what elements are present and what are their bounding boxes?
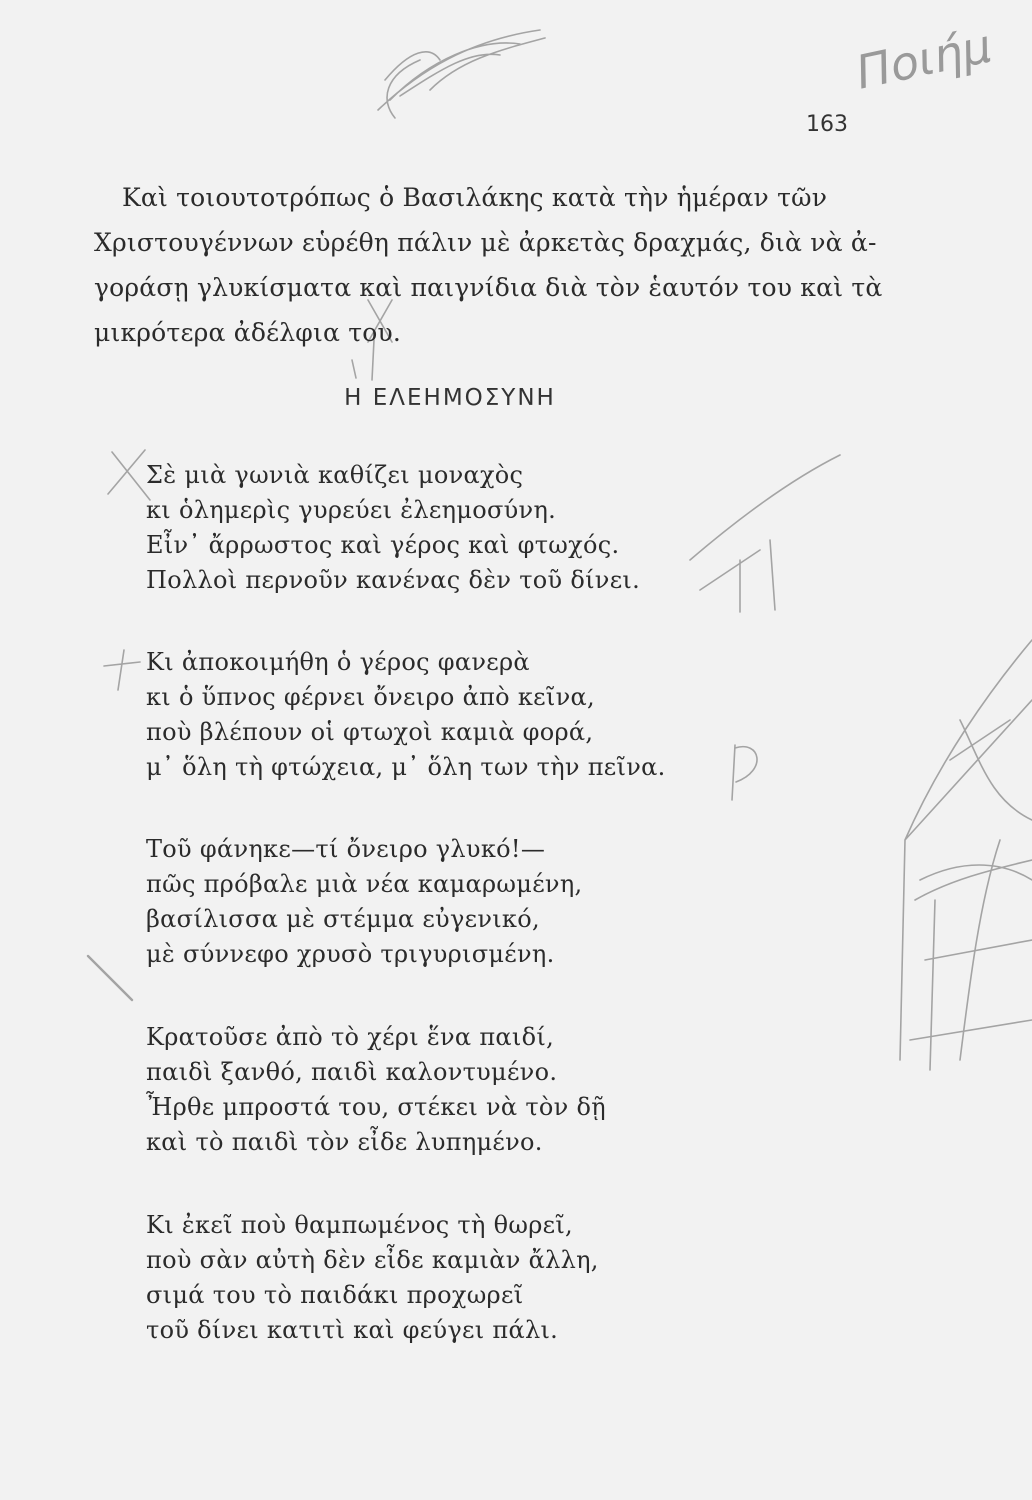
poem-verse: κι ὁλημερὶς γυρεύει ἐλεημοσύνη. (146, 496, 557, 524)
poem-stanza-1 (146, 458, 640, 598)
poem-verse: βασίλισσα μὲ στέμμα εὐγενικό, (146, 905, 540, 933)
pencil-house-sketch (900, 640, 1032, 1070)
poem-stanza-3 (146, 832, 582, 972)
poem-verse: Ἦρθε μπροστά του, στέκει νὰ τὸν δῇ (146, 1093, 606, 1121)
prose-line: Καὶ τοιουτοτρόπως ὁ Βασιλάκης κατὰ τὴν ἡμέραν τῶν (122, 183, 828, 212)
poem-verse: ποὺ βλέπουν οἱ φτωχοὶ καμιὰ φορά, (146, 718, 594, 746)
poem-verse: καὶ τὸ παιδὶ τὸν εἶδε λυπημένο. (146, 1128, 543, 1156)
poem-verse: παιδὶ ξανθό, παιδὶ καλοντυμένο. (146, 1058, 558, 1086)
poem-verse: μὲ σύννεφο χρυσὸ τριγυρισμένη. (146, 940, 555, 968)
pencil-diagonal-stanza3 (88, 956, 132, 1000)
pencil-margin-note: Ποιήμ (851, 18, 997, 100)
poem-verse: Εἶν᾽ ἄρρωστος καὶ γέρος καὶ φτωχός. (146, 531, 620, 559)
poem-verse: ποὺ σὰν αὐτὴ δὲν εἶδε καμιὰν ἄλλη, (146, 1246, 599, 1274)
poem-verse: Σὲ μιὰ γωνιὰ καθίζει μοναχὸς (146, 461, 524, 489)
poem-verse: Τοῦ φάνηκε—τί ὄνειρο γλυκό!— (146, 835, 546, 863)
pencil-x-mark-stanza1 (108, 450, 150, 500)
page-number: 163 (806, 112, 848, 137)
pencil-cross-stanza2 (104, 650, 140, 690)
poem-stanza-4 (146, 1020, 606, 1160)
poem-verse: μ᾽ ὅλη τὴ φτώχεια, μ᾽ ὅλη των τὴν πεῖνα. (146, 753, 666, 781)
poem-verse: Κι ἐκεῖ ποὺ θαμπωμένος τὴ θωρεῖ, (146, 1211, 573, 1239)
pencil-p-mark (732, 745, 757, 800)
poem-verse: κι ὁ ὕπνος φέρνει ὄνειρο ἀπὸ κεῖνα, (146, 683, 595, 711)
poem-stanza-5 (146, 1208, 599, 1348)
poem-verse: Κι ἀποκοιμήθη ὁ γέρος φανερὰ (146, 648, 530, 676)
poem-verse: σιμά του τὸ παιδάκι προχωρεῖ (146, 1281, 524, 1309)
pencil-scribble-top (378, 30, 545, 118)
pencil-strokes-right (690, 455, 840, 612)
prose-line: Χριστουγέννων εὑρέθη πάλιν μὲ ἀρκετὰς δραχμάς, διὰ νὰ ἀ- (94, 228, 877, 257)
poem-verse: Πολλοὶ περνοῦν κανένας δὲν τοῦ δίνει. (146, 566, 641, 594)
poem-verse: τοῦ δίνει κατιτὶ καὶ φεύγει πάλι. (146, 1316, 559, 1344)
poem-title: Η ΕΛΕΗΜΟΣΥΝΗ (344, 385, 556, 411)
poem-verse: Κρατοῦσε ἀπὸ τὸ χέρι ἕνα παιδί, (146, 1023, 555, 1051)
prose-line: γοράσῃ γλυκίσματα καὶ παιγνίδια διὰ τὸν ἑαυτόν του καὶ τὰ (94, 273, 883, 302)
poem-stanza-2 (146, 645, 666, 785)
prose-paragraph (94, 175, 883, 355)
prose-line: μικρότερα ἀδέλφια του. (94, 318, 402, 347)
poem-verse: πῶς πρόβαλε μιὰ νέα καμαρωμένη, (146, 870, 583, 898)
